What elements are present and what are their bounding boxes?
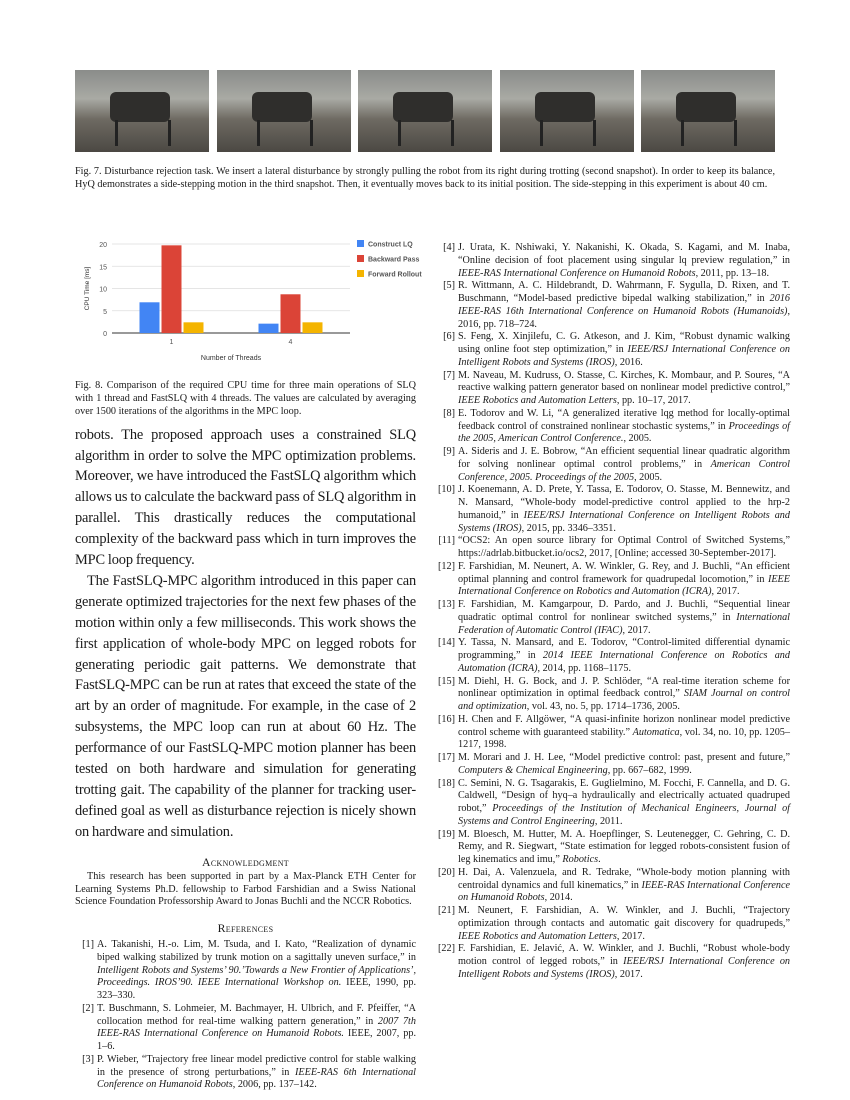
reference-text: M. Bloesch, M. Hutter, M. A. Hoepflinger, S. Leutenegger, C. Gehring, C. D. Remy, and R. Siegwart, “State estimation for legged robots-consistent fusion of leg kinematics and imu,” — [458, 828, 790, 865]
reference-text: “OCS2: An open source library for Optimal Control of Switched Systems,” https://adrlab.bitbucket.io/ocs2, 2017, [Online; accessed 30-September-2017]. — [458, 535, 790, 559]
reference-item — [436, 943, 790, 981]
reference-number: [21] — [438, 905, 455, 916]
reference-item — [436, 408, 790, 446]
reference-number: [16] — [438, 713, 455, 725]
y-tick-label: 20 — [99, 242, 107, 249]
reference-text: T. Buschmann, S. Lohmeier, M. Bachmayer, H. Ulbrich, and F. Pfeiffer, “A collocation method for real-time walking pattern generation,” in — [97, 1002, 416, 1027]
cpu-time-bar-chart — [75, 232, 435, 367]
reference-venue: Proceedings of the 2005, American Control Conference. — [458, 420, 790, 445]
reference-text: M. Morari and J. H. Lee, “Model predictive control: past, present and future,” — [458, 752, 790, 763]
reference-details: IEEE, 1990, pp. 323–330. — [97, 977, 417, 1002]
references-left-column — [77, 939, 416, 1092]
body-paragraph: The FastSLQ-MPC algorithm introduced in this paper can generate optimized trajectories for the next few phases of the motion within only a few milliseconds. This work shows the first application of whole-body MPC on legged robots for generating periodic gait patterns. We demonstrate that FastSLQ-MPC can be run at rates that exceed the state of the art by an order of magnitude. For example, in the case of 2 subsystems, the MPC loop can run at about 60 Hz. The performance of our FastSLQ-MPC motion planner has been tested on both hardware and simulation for generating trotting gait. The capability of the planner for tracking user-defined goal as well as disturbance rejection is nicely shown on hardware and simulation. — [75, 572, 416, 840]
fig7-caption: Fig. 7. Disturbance rejection task. We insert a lateral disturbance by strongly pulling the robot from its right during trotting (second snapshot). In order to keep its balance, HyQ demonstrates a side-stepping motion in the third snapshot. Then, it eventually moves back to its initial position. The side-stepping in this experiment is about 40 cm. — [75, 166, 775, 191]
reference-number: [13] — [438, 599, 455, 610]
reference-details: , 2015, pp. 3346–3351. — [521, 522, 616, 534]
reference-number: [9] — [443, 446, 455, 457]
reference-text: R. Wittmann, A. C. Hildebrandt, D. Wahrmann, F. Sygulla, D. Rixen, and T. Buschmann, “Model-based predictive bipedal walking stabilization,” in — [458, 280, 790, 304]
reference-details: , vol. 34, no. 10, pp. 1205–1217, 1998. — [458, 726, 790, 751]
legend-swatch — [357, 270, 364, 277]
reference-number: [19] — [438, 828, 455, 840]
references-right-column — [436, 242, 790, 982]
reference-venue: IEEE/RSJ International Conference on Intelligent Robots and Systems (IROS) — [458, 956, 791, 980]
y-axis-label: CPU Time [ms] — [84, 266, 91, 311]
y-tick-label: 0 — [103, 331, 107, 338]
reference-text: F. Farshidian, E. Jelavić, A. W. Winkler, and J. Buchli, “Robust whole-body motion control of legged robots,” in — [458, 943, 790, 967]
reference-details: , 2006, pp. 137–142. — [232, 1079, 317, 1091]
reference-details: , 2016, pp. 718–724. — [458, 305, 790, 330]
legend-swatch — [357, 240, 364, 247]
reference-number: [12] — [438, 560, 455, 572]
legend-label: Construct LQ — [368, 241, 413, 249]
reference-number: [18] — [438, 777, 455, 789]
reference-venue: IEEE International Conference on Robotics and Automation (ICRA) — [458, 573, 790, 598]
conclusion-text — [75, 425, 416, 843]
reference-number: [15] — [438, 675, 455, 687]
reference-venue: IEEE/RSJ International Conference on Intelligent Robots and Systems (IROS) — [458, 509, 790, 534]
reference-venue: IEEE Robotics and Automation Letters — [458, 395, 617, 406]
photo-snapshot-1 — [75, 70, 209, 152]
reference-text: H. Chen and F. Allgöwer, “A quasi-infinite horizon nonlinear model predictive control scheme with guaranteed stability.” — [458, 713, 790, 738]
bar-forward-rollout — [184, 322, 204, 333]
reference-item — [436, 535, 790, 561]
reference-venue: IEEE Robotics and Automation Letters — [458, 930, 617, 942]
reference-text: F. Farshidian, M. Neunert, A. W. Winkler, G. Rey, and J. Buchli, “An efficient optimal planning and control framework for quadrupedal locomotion,” in — [458, 560, 790, 585]
reference-item — [436, 829, 790, 867]
x-tick-label: 1 — [169, 339, 174, 346]
photo-snapshot-5 — [641, 70, 775, 152]
left-column — [75, 379, 416, 1092]
reference-details: , 2005. — [623, 433, 652, 445]
bar-backward-pass — [281, 294, 301, 333]
reference-number: [20] — [438, 866, 455, 878]
body-paragraph: robots. The proposed approach uses a constrained SLQ algorithm in order to solve the MPC optimization problems. Moreover, we have introduced the FastSLQ algorithm which allows us to calculate the backward pass of SLQ algorithm in parallel. This drastically reduces the computational complexity of the backward pass which in turn improves the MPC loop frequency. — [75, 426, 416, 569]
reference-text: M. Diehl, H. G. Bock, and J. P. Schlöder, “A real-time iteration scheme for nonlinear optimization in optimal feedback control,” — [458, 675, 790, 700]
reference-number: [10] — [438, 484, 455, 496]
photo-snapshot-3 — [358, 70, 492, 152]
reference-details: , 2017. — [622, 624, 651, 636]
photo-snapshot-4 — [500, 70, 634, 152]
reference-venue: Computers & Chemical Engineering — [458, 764, 608, 776]
acknowledgment-heading: Acknowledgment — [202, 854, 289, 869]
reference-details: . — [598, 854, 601, 865]
reference-item — [436, 676, 790, 714]
reference-text: P. Wieber, “Trajectory free linear model predictive control for stable walking in the presence of strong perturbations,” in — [97, 1053, 416, 1078]
reference-text: J. Urata, K. Nshiwaki, Y. Nakanishi, K. Okada, S. Kagami, and M. Inaba, “Online decision of foot placement using singular lq preview regulation,” in — [458, 242, 790, 266]
reference-venue: 2014 IEEE International Conference on Robotics and Automation (ICRA) — [458, 650, 790, 674]
reference-number: [17] — [438, 752, 455, 763]
reference-item — [77, 1054, 416, 1092]
reference-item — [436, 331, 790, 369]
reference-details: , pp. 10–17, 2017. — [616, 395, 691, 406]
reference-number: [8] — [443, 407, 455, 419]
reference-venue: IEEE/RSJ International Conference on Intelligent Robots and Systems (IROS) — [458, 344, 790, 368]
reference-venue: 2007 7th IEEE-RAS International Conference on Humanoid Robots. — [97, 1015, 416, 1040]
bar-construct-lq — [259, 324, 279, 333]
reference-text: S. Feng, X. Xinjilefu, C. G. Atkeson, and J. Kim, “Robust dynamic walking using online foot step optimization,” in — [458, 331, 790, 355]
reference-item — [436, 370, 790, 408]
fig7-snapshots — [75, 70, 775, 152]
reference-item — [436, 637, 790, 675]
reference-number: [4] — [443, 242, 455, 253]
reference-item — [436, 599, 790, 637]
references-heading: References — [217, 921, 274, 936]
reference-item — [77, 939, 416, 1003]
reference-details: , 2011. — [594, 815, 623, 827]
reference-text: A. Sideris and J. E. Bobrow, “An efficient sequential linear quadratic algorithm for solving nonlinear optimal control problems,” in — [458, 446, 790, 470]
reference-text: Y. Tassa, N. Mansard, and E. Todorov, “Control-limited differential dynamic programming,” in — [458, 637, 790, 661]
reference-number: [2] — [82, 1002, 94, 1014]
x-axis-label: Number of Threads — [200, 355, 262, 362]
reference-item — [436, 446, 790, 484]
reference-venue: SIAM Journal on control and optimization — [458, 688, 791, 712]
reference-number: [7] — [443, 369, 455, 381]
reference-text: A. Takanishi, H.-o. Lim, M. Tsuda, and I. Kato, “Realization of dynamic biped walking stabilized by trunk motion on a sagittally uneven surface,” in — [97, 939, 416, 963]
reference-details: , 2005. — [634, 471, 663, 483]
reference-text: F. Farshidian, M. Kamgarpour, D. Pardo, and J. Buchli, “Sequential linear quadratic optimal control for nonlinear switched systems,” in — [458, 599, 790, 623]
reference-details: , pp. 667–682, 1999. — [607, 764, 692, 776]
reference-item — [436, 561, 790, 599]
reference-item — [77, 1003, 416, 1054]
reference-item — [436, 280, 790, 331]
reference-details: , 2011, pp. 13–18. — [695, 267, 770, 279]
y-tick-label: 5 — [103, 308, 107, 316]
reference-details: , 2017. — [711, 586, 740, 598]
reference-text: M. Naveau, M. Kudruss, O. Stasse, C. Kirches, K. Mombaur, and P. Soures, “A reactive walking pattern generator based on nonlinear model predictive control,” — [458, 369, 790, 394]
reference-item — [436, 484, 790, 535]
reference-text: E. Todorov and W. Li, “A generalized iterative lqg method for locally-optimal feedback control of constrained nonlinear stochastic systems,” in — [458, 407, 790, 432]
legend-swatch — [357, 255, 364, 262]
y-tick-label: 10 — [99, 286, 107, 294]
bar-construct-lq — [140, 302, 160, 333]
reference-venue: IEEE-RAS International Conference on Humanoid Robots — [458, 879, 790, 904]
reference-number: [22] — [438, 943, 455, 955]
legend-label: Backward Pass — [368, 256, 420, 264]
reference-text: H. Dai, A. Valenzuela, and R. Tedrake, “Whole-body motion planning with centroidal dynamics and full kinematics,” in — [458, 866, 790, 891]
y-tick-label: 15 — [99, 264, 107, 272]
reference-venue: American Control Conference, 2005. Proceedings of the 2005 — [458, 458, 790, 483]
reference-item — [436, 778, 790, 829]
reference-item — [436, 752, 790, 778]
reference-details: , 2017. — [616, 930, 645, 942]
reference-text: M. Neunert, F. Farshidian, A. W. Winkler, and J. Buchli, “Trajectory optimization through contacts and automatic gait discovery for quadrupeds,” — [458, 905, 790, 929]
bar-forward-rollout — [303, 322, 323, 333]
reference-details: , 2014, pp. 1168–1175. — [537, 662, 631, 674]
bar-backward-pass — [162, 245, 182, 333]
reference-details: , 2017. — [614, 968, 643, 980]
reference-details: IEEE, 2007, pp. 1–6. — [97, 1028, 417, 1053]
reference-venue: 2016 IEEE-RAS 16th International Conference on Humanoid Robots (Humanoids) — [458, 293, 790, 317]
reference-text: C. Semini, N. G. Tsagarakis, E. Guglielmino, M. Focchi, F. Cannella, and D. G. Caldwell, “Design of hyq–a hydraulically and electrically actuated quadruped robot,” — [458, 777, 790, 814]
reference-venue: Robotics — [562, 854, 599, 865]
legend-label: Forward Rollout — [368, 271, 422, 279]
reference-number: [1] — [82, 939, 94, 951]
x-tick-label: 4 — [288, 339, 293, 346]
reference-item — [436, 867, 790, 905]
photo-snapshot-2 — [217, 70, 351, 152]
reference-item — [436, 242, 790, 280]
reference-number: [3] — [82, 1053, 94, 1065]
reference-venue: IEEE-RAS International Conference on Humanoid Robots — [458, 267, 696, 279]
reference-item — [436, 905, 790, 943]
reference-venue: IEEE-RAS 6th International Conference on Humanoid Robots — [97, 1066, 417, 1091]
reference-venue: Proceedings of the Institution of Mechanical Engineers, Journal of Systems and Control Engineering — [458, 803, 791, 827]
reference-venue: International Federation of Automatic Control (IFAC) — [458, 611, 790, 636]
reference-details: , vol. 43, no. 5, pp. 1714–1736, 2005. — [526, 701, 680, 712]
fig8-caption: Fig. 8. Comparison of the required CPU time for three main operations of SLQ with 1 thread and FastSLQ with 4 threads. The values are calculated by averaging over 1500 iterations of the algorithms in the MPC loop. — [75, 380, 416, 418]
reference-item — [436, 714, 790, 752]
reference-details: , 2014. — [544, 892, 573, 904]
reference-details: , 2016. — [614, 356, 643, 368]
reference-venue: Intelligent Robots and Systems’ 90.’Towards a New Frontier of Applications’, Proceedings. IROS’90. IEEE International Workshop on. — [97, 964, 416, 989]
reference-venue: Automatica — [632, 726, 680, 738]
reference-text: J. Koenemann, A. D. Prete, Y. Tassa, E. Todorov, O. Stasse, M. Bennewitz, and N. Mansard, “Whole-body model-predictive control applied to the hrp-2 humanoid,” in — [458, 484, 790, 521]
reference-number: [5] — [443, 280, 455, 292]
reference-number: [6] — [443, 331, 455, 343]
reference-number: [11] — [438, 535, 455, 547]
reference-number: [14] — [438, 637, 455, 649]
acknowledgment-text: This research has been supported in part by a Max-Planck ETH Center for Learning Systems Ph.D. fellowship to Farbod Farshidian and a Swiss National Science Foundation Professorship Award to Jonas Buchli and the NCCR Robotics. — [75, 870, 416, 908]
